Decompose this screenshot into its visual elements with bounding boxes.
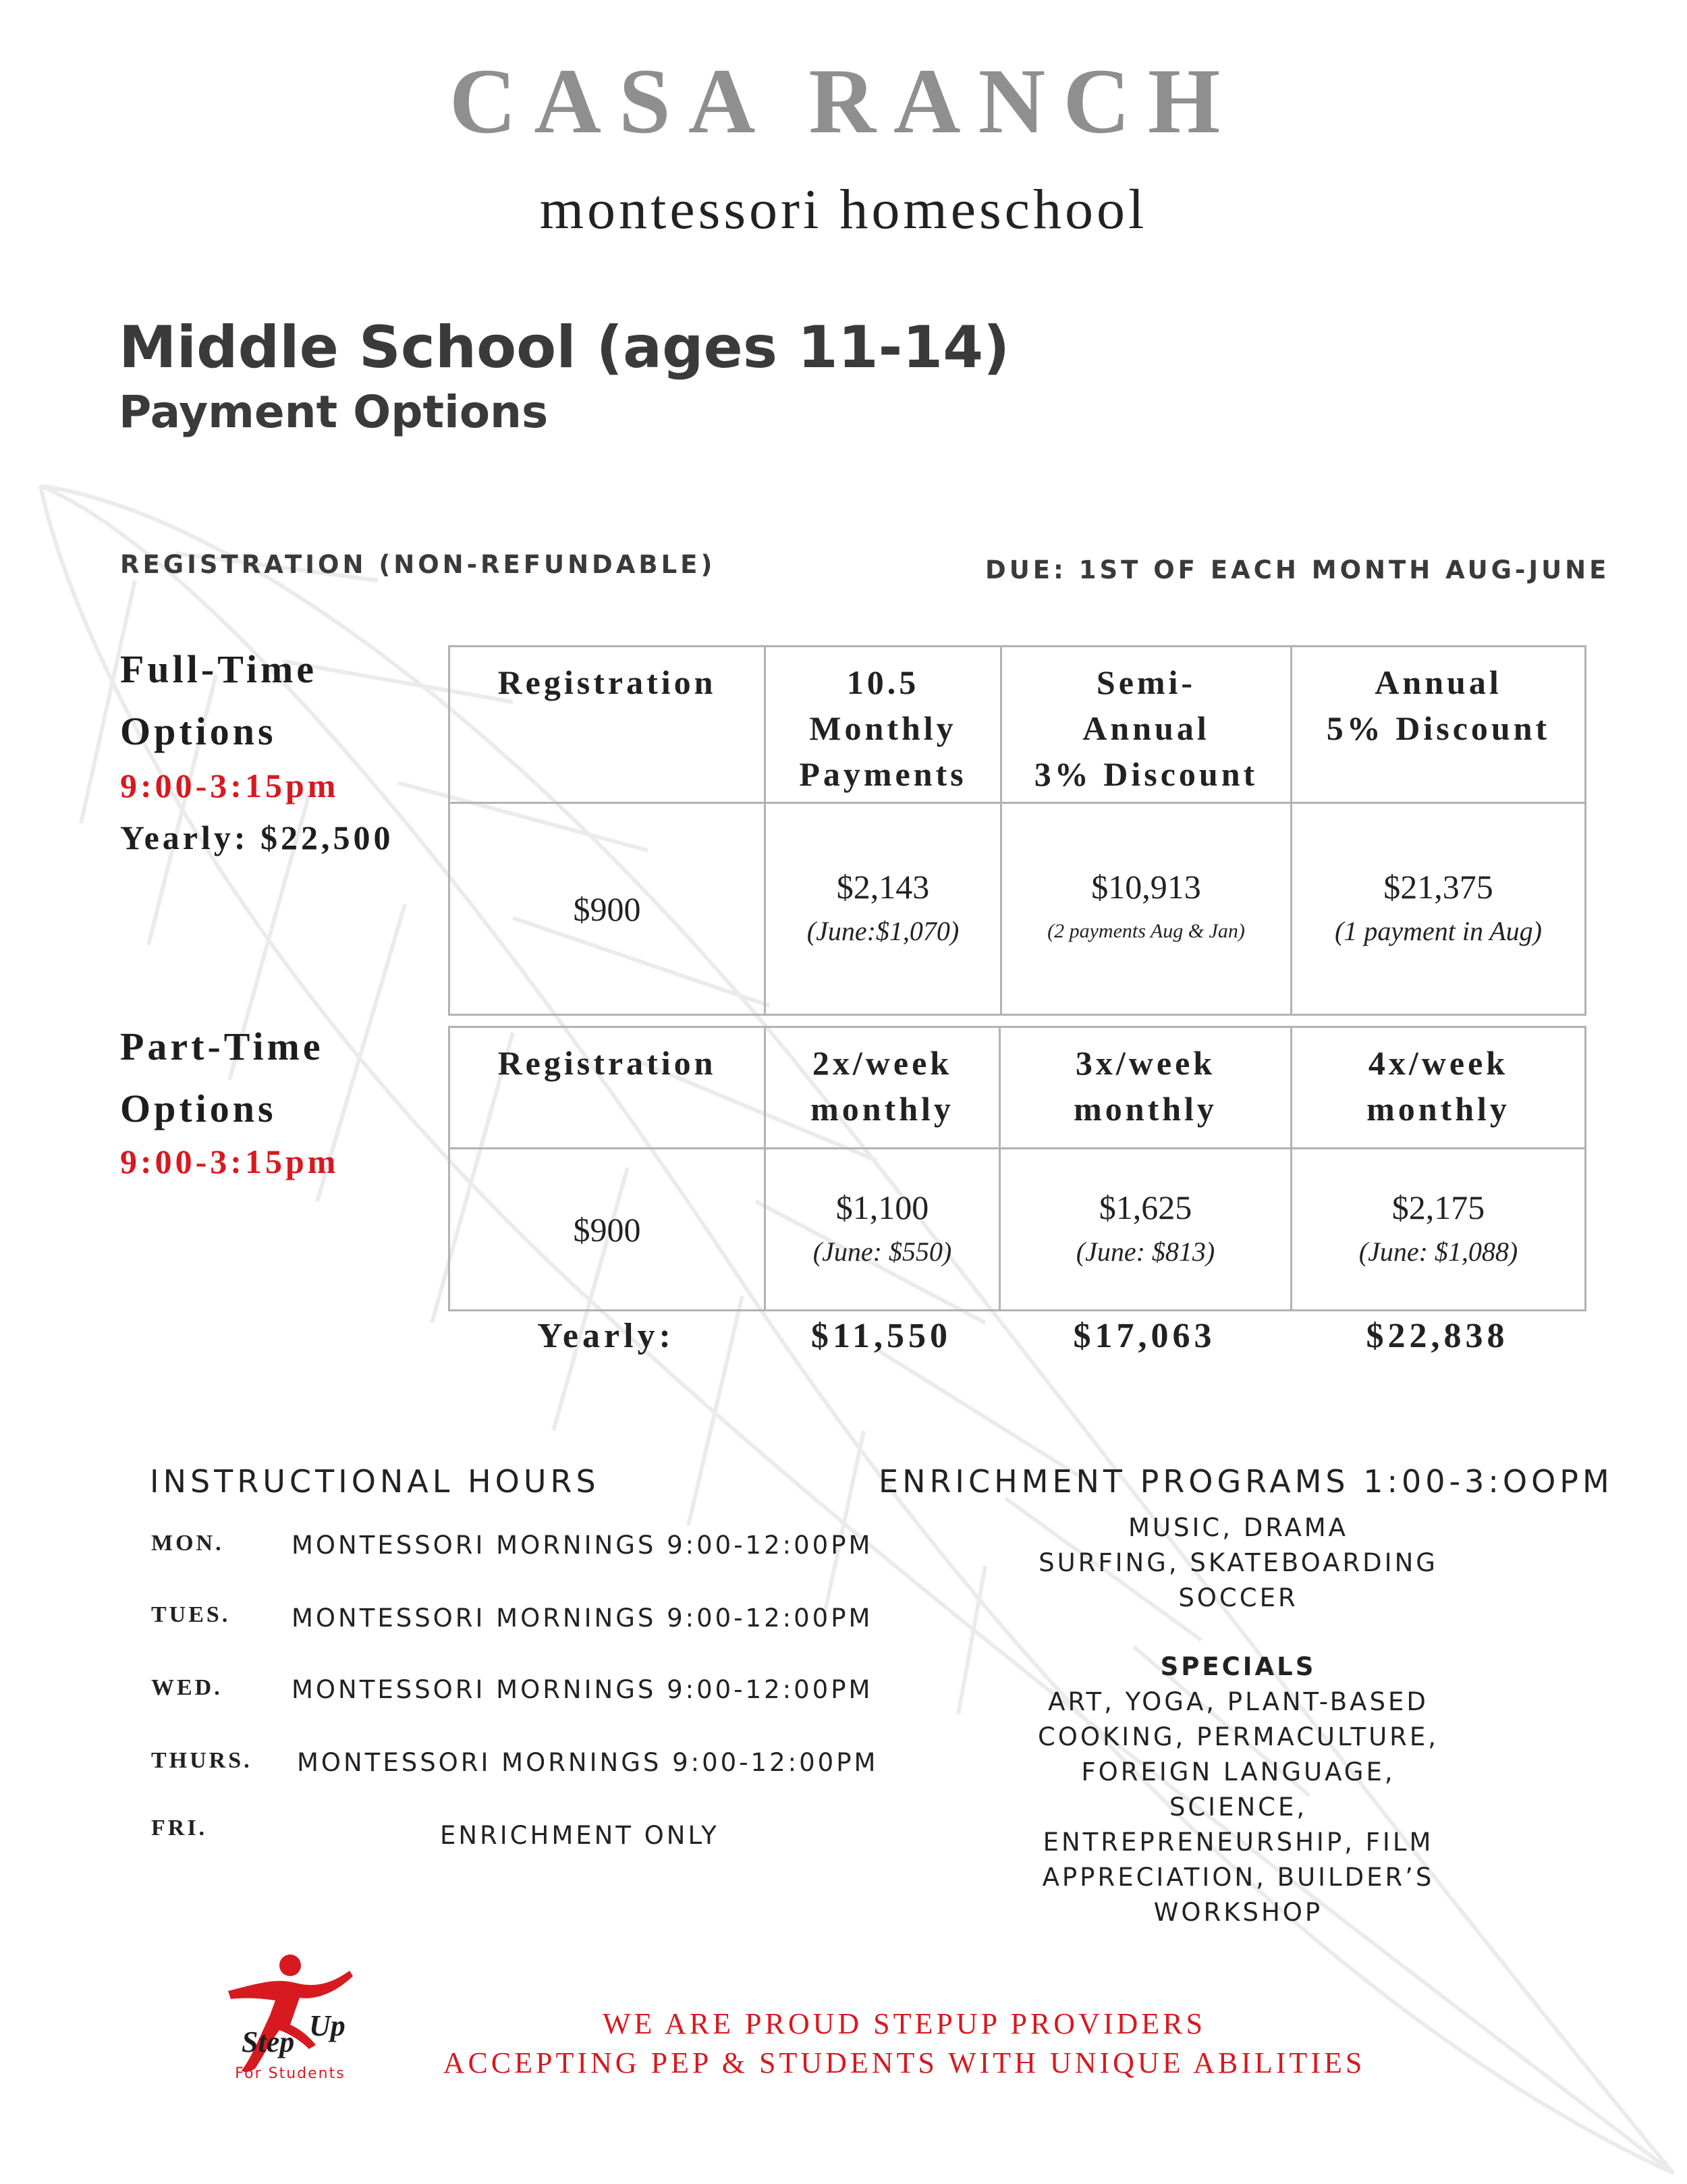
logo-word-up: Up — [309, 2009, 345, 2042]
list-item: SURFING, SKATEBOARDING — [1039, 1548, 1438, 1577]
part-time-header-row — [449, 1027, 1586, 1149]
full-time-header-semi-annual: Semi- Annual 3% Discount — [1001, 647, 1292, 803]
list-item: MUSIC, DRAMA — [1128, 1513, 1348, 1542]
price-note: (June: $550) — [812, 1236, 952, 1267]
schedule-wed: MONTESSORI MORNINGS 9:00-12:00PM — [292, 1675, 873, 1704]
schedule-tues: MONTESSORI MORNINGS 9:00-12:00PM — [292, 1604, 873, 1633]
full-time-price-registration: $900 — [449, 803, 765, 1015]
part-time-header-3x: 3x/week monthly — [1000, 1027, 1292, 1149]
schedule-mon: MONTESSORI MORNINGS 9:00-12:00PM — [292, 1531, 873, 1560]
full-time-label-line1: Full-Time — [120, 647, 318, 691]
full-time-price-monthly: $2,143 (June:$1,070) — [765, 803, 1001, 1015]
due-note: DUE: 1ST OF EACH MONTH AUG-JUNE — [985, 555, 1610, 584]
registration-note: REGISTRATION (NON-REFUNDABLE) — [120, 550, 716, 579]
full-time-label — [120, 638, 317, 763]
part-time-label — [120, 1016, 324, 1140]
part-time-hours: 9:00-3:15pm — [120, 1143, 339, 1180]
full-time-price-semi-annual: $10,913 (2 payments Aug & Jan) — [1001, 803, 1292, 1015]
enrichment-programs — [1012, 1510, 1464, 1616]
instructional-hours-title: INSTRUCTIONAL HOURS — [150, 1463, 600, 1500]
part-time-price-row — [449, 1149, 1586, 1311]
schedule-thurs: MONTESSORI MORNINGS 9:00-12:00PM — [297, 1748, 879, 1777]
full-time-hours: 9:00-3:15pm — [120, 767, 339, 804]
price-note: (2 payments Aug & Jan) — [1047, 919, 1245, 942]
part-time-price-registration: $900 — [449, 1149, 765, 1311]
price-note: (1 payment in Aug) — [1335, 915, 1542, 946]
full-time-header-registration: Registration — [449, 647, 765, 803]
part-time-table — [448, 1026, 1586, 1311]
page-title: Middle School (ages 11-14) — [119, 314, 1010, 381]
page-subtitle: Payment Options — [119, 386, 549, 438]
part-time-label-line1: Part-Time — [120, 1025, 324, 1068]
list-item: COOKING, PERMACULTURE, — [1037, 1722, 1439, 1751]
day-tues: TUES. — [151, 1602, 231, 1627]
part-time-header-2x: 2x/week monthly — [765, 1027, 1000, 1149]
footer-line1: WE ARE PROUD STEPUP PROVIDERS — [603, 2007, 1206, 2040]
full-time-price-annual: $21,375 (1 payment in Aug) — [1292, 803, 1586, 1015]
list-item: ENTREPRENEURSHIP, FILM — [1043, 1828, 1434, 1857]
full-time-table — [448, 645, 1586, 1016]
list-item: SOCCER — [1178, 1583, 1298, 1612]
full-time-header-monthly: 10.5 Monthly Payments — [765, 647, 1001, 803]
part-time-yearly-2x: $11,550 — [810, 1317, 952, 1355]
part-time-price-2x: $1,100 (June: $550) — [765, 1149, 1000, 1311]
day-wed: WED. — [151, 1675, 223, 1700]
list-item: WORKSHOP — [1153, 1898, 1323, 1927]
full-time-header-annual: Annual 5% Discount — [1292, 647, 1586, 803]
list-item: APPRECIATION, BUILDER’S — [1042, 1863, 1435, 1892]
logo-tagline: For Students — [235, 2065, 345, 2082]
list-item: FOREIGN LANGUAGE, SCIENCE, — [1081, 1757, 1395, 1822]
full-time-label-line2: Options — [120, 709, 277, 753]
part-time-label-line2: Options — [120, 1087, 277, 1130]
brand-title: CASA RANCH — [449, 49, 1238, 153]
full-time-header-row — [449, 647, 1586, 803]
schedule-fri: ENRICHMENT ONLY — [440, 1821, 719, 1850]
part-time-price-3x: $1,625 (June: $813) — [1000, 1149, 1292, 1311]
price-note: (June:$1,070) — [806, 915, 960, 946]
price-note: (June: $1,088) — [1358, 1236, 1518, 1267]
day-thurs: THURS. — [151, 1748, 252, 1773]
specials-list — [1012, 1685, 1464, 1930]
enrichment-title: ENRICHMENT PROGRAMS 1:00-3:OOPM — [879, 1463, 1613, 1500]
brand-subtitle: montessori homeschool — [539, 178, 1148, 241]
part-time-yearly-3x: $17,063 — [1073, 1317, 1216, 1355]
price-note: (June: $813) — [1076, 1236, 1215, 1267]
list-item: ART, YOGA, PLANT-BASED — [1048, 1687, 1429, 1716]
part-time-header-4x: 4x/week monthly — [1292, 1027, 1586, 1149]
part-time-header-registration: Registration — [449, 1027, 765, 1149]
day-fri: FRI. — [151, 1816, 208, 1840]
logo-word-step: Step — [242, 2025, 295, 2058]
full-time-price-row — [449, 803, 1586, 1015]
day-mon: MON. — [151, 1531, 224, 1556]
part-time-yearly-label: Yearly: — [537, 1317, 675, 1355]
part-time-yearly-4x: $22,838 — [1366, 1317, 1509, 1355]
footer-line2: ACCEPTING PEP & STUDENTS WITH UNIQUE ABILITIES — [443, 2046, 1366, 2079]
full-time-yearly: Yearly: $22,500 — [120, 819, 394, 856]
part-time-price-4x: $2,175 (June: $1,088) — [1292, 1149, 1586, 1311]
specials-title: SPECIALS — [1160, 1652, 1317, 1681]
